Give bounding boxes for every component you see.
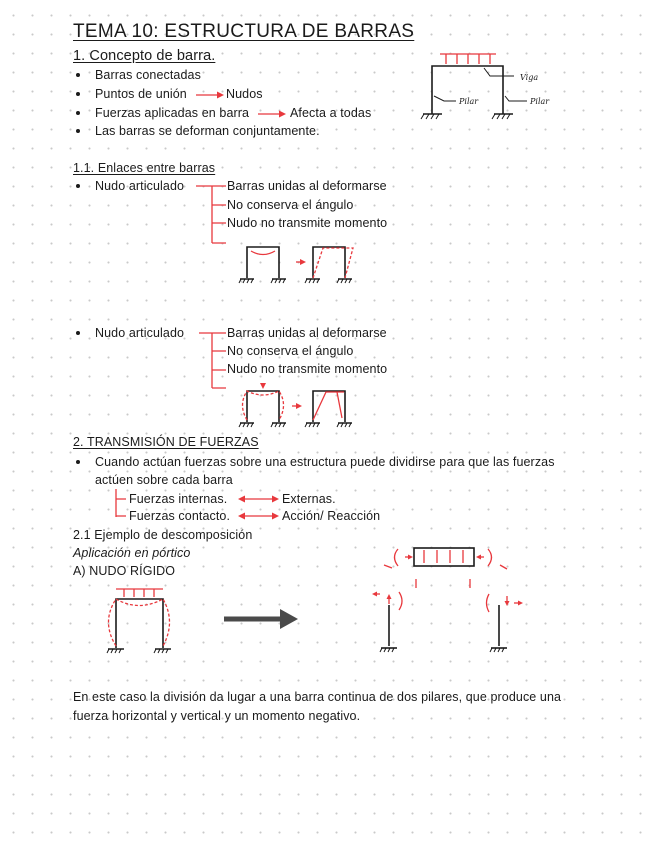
case-label: A) NUDO RÍGIDO [73,564,176,578]
g2-item-1: Barras unidas al deformarse [227,326,387,340]
section1-1-heading: 1.1. Enlaces entre barras [73,161,216,175]
free-body-beam [384,548,507,588]
s1-bullet-4: Las barras se deforman conjuntamente. [95,124,320,138]
example-subtitle: Aplicación en pórtico [73,546,191,560]
g1-item-3: Nudo no transmite momento [227,216,388,230]
pair-2-left: Fuerzas contacto. [129,509,231,523]
g2-item-3: Nudo no transmite momento [227,362,388,376]
g1-item-1: Barras unidas al deformarse [227,179,387,193]
g1-bullet: Nudo articulado [95,179,185,193]
left-pillar-label: Pilar [459,97,479,106]
g1-item-2: No conserva el ángulo [227,198,354,212]
s1-bullet-3-target: Afecta a todas [290,106,372,120]
g2-item-2: No conserva el ángulo [227,344,354,358]
right-pillar-label: Pilar [530,97,550,106]
free-body-left-pillar [372,592,402,653]
s2-bullet-line-2: actúen sobre cada barra [95,473,233,487]
example-heading: 2.1 Ejemplo de descomposición [73,528,253,542]
conclusion-line-2: fuerza horizontal y vertical y un momento negativo. [73,709,361,723]
s1-bullet-2: Puntos de unión [95,87,187,101]
beam-label: Viga [520,73,539,82]
section1-heading: 1. Concepto de barra. [73,48,216,64]
page-title: TEMA 10: ESTRUCTURA DE BARRAS [73,21,415,42]
s1-bullet-2-target: Nudos [226,87,263,101]
pair-1-left: Fuerzas internas. [129,492,228,506]
s2-bullet-line-1: Cuando actúan fuerzas sobre una estructura puede dividirse para que las fuerzas [95,455,555,469]
g2-bullet: Nudo articulado [95,326,185,340]
rigid-frame [107,589,171,653]
pair-2-right: Acción/ Reacción [282,509,381,523]
pair-1-right: Externas. [282,492,336,506]
section2-heading: 2. TRANSMISIÓN DE FUERZAS [73,435,259,449]
conclusion-line-1: En este caso la división da lugar a una barra continua de dos pilares, que produce una [73,690,562,704]
free-body-right-pillar [487,594,524,652]
big-arrow-right [224,609,298,629]
s1-bullet-1: Barras conectadas [95,68,201,82]
s1-bullet-3: Fuerzas aplicadas en barra [95,106,250,120]
